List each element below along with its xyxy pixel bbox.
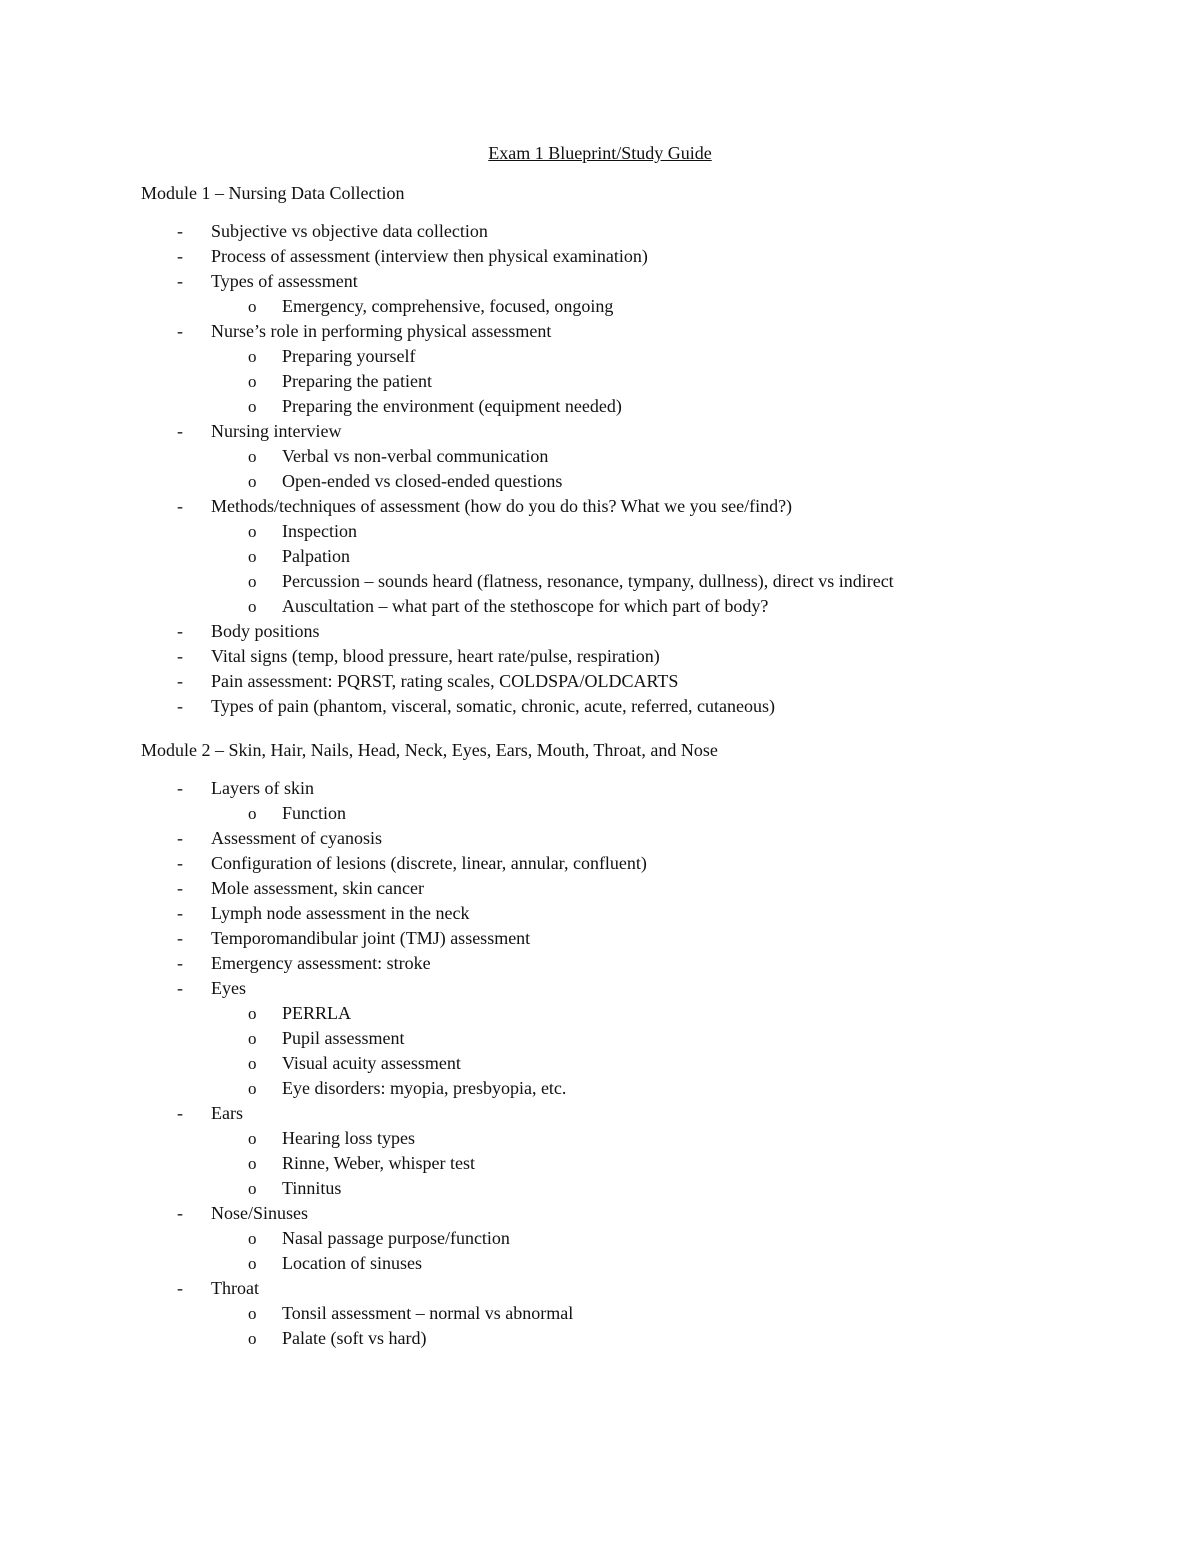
item-text: Vital signs (temp, blood pressure, heart rate/pulse, respiration) — [211, 646, 660, 666]
dash-bullet-icon: - — [177, 246, 183, 266]
sub-list-item — [141, 1026, 1141, 1051]
circle-bullet-icon: o — [248, 597, 257, 616]
list-item — [141, 901, 1141, 926]
list-item — [141, 976, 1141, 1001]
dash-bullet-icon: - — [177, 271, 183, 291]
list-item — [141, 1276, 1141, 1301]
item-text: Eye disorders: myopia, presbyopia, etc. — [282, 1078, 567, 1098]
item-text: Pain assessment: PQRST, rating scales, COLDSPA/OLDCARTS — [211, 671, 679, 691]
list-item — [141, 669, 1141, 694]
circle-bullet-icon: o — [248, 397, 257, 416]
item-text: Preparing the patient — [282, 371, 432, 391]
item-text: Nasal passage purpose/function — [282, 1228, 510, 1248]
sub-list-item — [141, 1076, 1141, 1101]
item-text: Function — [282, 803, 347, 823]
item-text: Inspection — [282, 521, 357, 541]
dash-bullet-icon: - — [177, 621, 183, 641]
list-item — [141, 419, 1141, 444]
list-item — [141, 319, 1141, 344]
circle-bullet-icon: o — [248, 522, 257, 541]
item-text: Nose/Sinuses — [211, 1203, 309, 1223]
list-item — [141, 826, 1141, 851]
sub-list-item — [141, 1301, 1141, 1326]
item-text: Auscultation – what part of the stethoscope for which part of body? — [282, 596, 769, 616]
dash-bullet-icon: - — [177, 778, 183, 798]
sub-list-item — [141, 519, 1141, 544]
list-item — [141, 244, 1141, 269]
item-text: Temporomandibular joint (TMJ) assessment — [211, 928, 531, 948]
item-text: Emergency, comprehensive, focused, ongoing — [282, 296, 614, 316]
circle-bullet-icon: o — [248, 472, 257, 491]
circle-bullet-icon: o — [248, 1329, 257, 1348]
item-text: Subjective vs objective data collection — [211, 221, 488, 241]
item-text: Palate (soft vs hard) — [282, 1328, 427, 1348]
dash-bullet-icon: - — [177, 903, 183, 923]
circle-bullet-icon: o — [248, 1254, 257, 1273]
item-text: Open-ended vs closed-ended questions — [282, 471, 563, 491]
circle-bullet-icon: o — [248, 297, 257, 316]
item-text: Body positions — [211, 621, 320, 641]
sub-list-item — [141, 1176, 1141, 1201]
dash-bullet-icon: - — [177, 671, 183, 691]
circle-bullet-icon: o — [248, 1004, 257, 1023]
list-item — [141, 926, 1141, 951]
circle-bullet-icon: o — [248, 1029, 257, 1048]
item-text: Eyes — [211, 978, 246, 998]
item-text: Percussion – sounds heard (flatness, resonance, tympany, dullness), direct vs indirect — [282, 571, 894, 591]
circle-bullet-icon: o — [248, 1054, 257, 1073]
item-text: Lymph node assessment in the neck — [211, 903, 470, 923]
item-text: Tinnitus — [282, 1178, 342, 1198]
list-item — [141, 219, 1141, 244]
sub-list-item — [141, 594, 1141, 619]
document-title: Exam 1 Blueprint/Study Guide — [488, 143, 712, 163]
dash-bullet-icon: - — [177, 1203, 183, 1223]
item-text: Throat — [211, 1278, 259, 1298]
list-item — [141, 1101, 1141, 1126]
dash-bullet-icon: - — [177, 221, 183, 241]
sub-list-item — [141, 1326, 1141, 1351]
item-text: Preparing yourself — [282, 346, 416, 366]
circle-bullet-icon: o — [248, 1304, 257, 1323]
dash-bullet-icon: - — [177, 1103, 183, 1123]
item-text: Preparing the environment (equipment needed) — [282, 396, 622, 416]
module-1-heading: Module 1 – Nursing Data Collection — [141, 183, 405, 203]
list-item — [141, 876, 1141, 901]
circle-bullet-icon: o — [248, 572, 257, 591]
circle-bullet-icon: o — [248, 1229, 257, 1248]
item-text: PERRLA — [282, 1003, 352, 1023]
item-text: Configuration of lesions (discrete, linear, annular, confluent) — [211, 853, 647, 873]
item-text: Ears — [211, 1103, 243, 1123]
circle-bullet-icon: o — [248, 804, 257, 823]
dash-bullet-icon: - — [177, 646, 183, 666]
item-text: Nurse’s role in performing physical assessment — [211, 321, 552, 341]
item-text: Verbal vs non-verbal communication — [282, 446, 549, 466]
dash-bullet-icon: - — [177, 321, 183, 341]
sub-list-item — [141, 1226, 1141, 1251]
dash-bullet-icon: - — [177, 828, 183, 848]
sub-list-item — [141, 469, 1141, 494]
sub-list-item — [141, 394, 1141, 419]
circle-bullet-icon: o — [248, 547, 257, 566]
dash-bullet-icon: - — [177, 421, 183, 441]
item-text: Visual acuity assessment — [282, 1053, 461, 1073]
dash-bullet-icon: - — [177, 696, 183, 716]
circle-bullet-icon: o — [248, 1154, 257, 1173]
circle-bullet-icon: o — [248, 372, 257, 391]
list-item — [141, 269, 1141, 294]
item-text: Process of assessment (interview then physical examination) — [211, 246, 648, 266]
sub-list-item — [141, 1051, 1141, 1076]
list-item — [141, 694, 1141, 719]
sub-list-item — [141, 544, 1141, 569]
item-text: Layers of skin — [211, 778, 314, 798]
item-text: Location of sinuses — [282, 1253, 422, 1273]
list-item — [141, 619, 1141, 644]
sub-list-item — [141, 1001, 1141, 1026]
sub-list-item — [141, 569, 1141, 594]
circle-bullet-icon: o — [248, 347, 257, 366]
dash-bullet-icon: - — [177, 496, 183, 516]
dash-bullet-icon: - — [177, 928, 183, 948]
item-text: Types of pain (phantom, visceral, somatic, chronic, acute, referred, cutaneous) — [211, 696, 776, 716]
sub-list-item — [141, 1151, 1141, 1176]
dash-bullet-icon: - — [177, 953, 183, 973]
item-text: Palpation — [282, 546, 350, 566]
circle-bullet-icon: o — [248, 447, 257, 466]
sub-list-item — [141, 1251, 1141, 1276]
item-text: Assessment of cyanosis — [211, 828, 382, 848]
list-item — [141, 851, 1141, 876]
dash-bullet-icon: - — [177, 853, 183, 873]
sub-list-item — [141, 294, 1141, 319]
item-text: Emergency assessment: stroke — [211, 953, 431, 973]
list-item — [141, 494, 1141, 519]
list-item — [141, 644, 1141, 669]
item-text: Tonsil assessment – normal vs abnormal — [282, 1303, 574, 1323]
sub-list-item — [141, 801, 1141, 826]
list-item — [141, 951, 1141, 976]
dash-bullet-icon: - — [177, 878, 183, 898]
module-1-list — [141, 219, 1141, 719]
item-text: Hearing loss types — [282, 1128, 415, 1148]
list-item — [141, 776, 1141, 801]
item-text: Methods/techniques of assessment (how do you do this? What we you see/find?) — [211, 496, 793, 516]
sub-list-item — [141, 1126, 1141, 1151]
dash-bullet-icon: - — [177, 978, 183, 998]
item-text: Types of assessment — [211, 271, 358, 291]
circle-bullet-icon: o — [248, 1179, 257, 1198]
circle-bullet-icon: o — [248, 1129, 257, 1148]
circle-bullet-icon: o — [248, 1079, 257, 1098]
item-text: Rinne, Weber, whisper test — [282, 1153, 475, 1173]
list-item — [141, 1201, 1141, 1226]
module-2-section — [141, 737, 1141, 1351]
module-1-section — [141, 180, 1141, 719]
module-2-heading: Module 2 – Skin, Hair, Nails, Head, Neck, Eyes, Ears, Mouth, Throat, and Nose — [141, 740, 718, 760]
sub-list-item — [141, 369, 1141, 394]
item-text: Nursing interview — [211, 421, 342, 441]
sub-list-item — [141, 344, 1141, 369]
sub-list-item — [141, 444, 1141, 469]
dash-bullet-icon: - — [177, 1278, 183, 1298]
module-2-list — [141, 776, 1141, 1351]
item-text: Mole assessment, skin cancer — [211, 878, 424, 898]
item-text: Pupil assessment — [282, 1028, 405, 1048]
